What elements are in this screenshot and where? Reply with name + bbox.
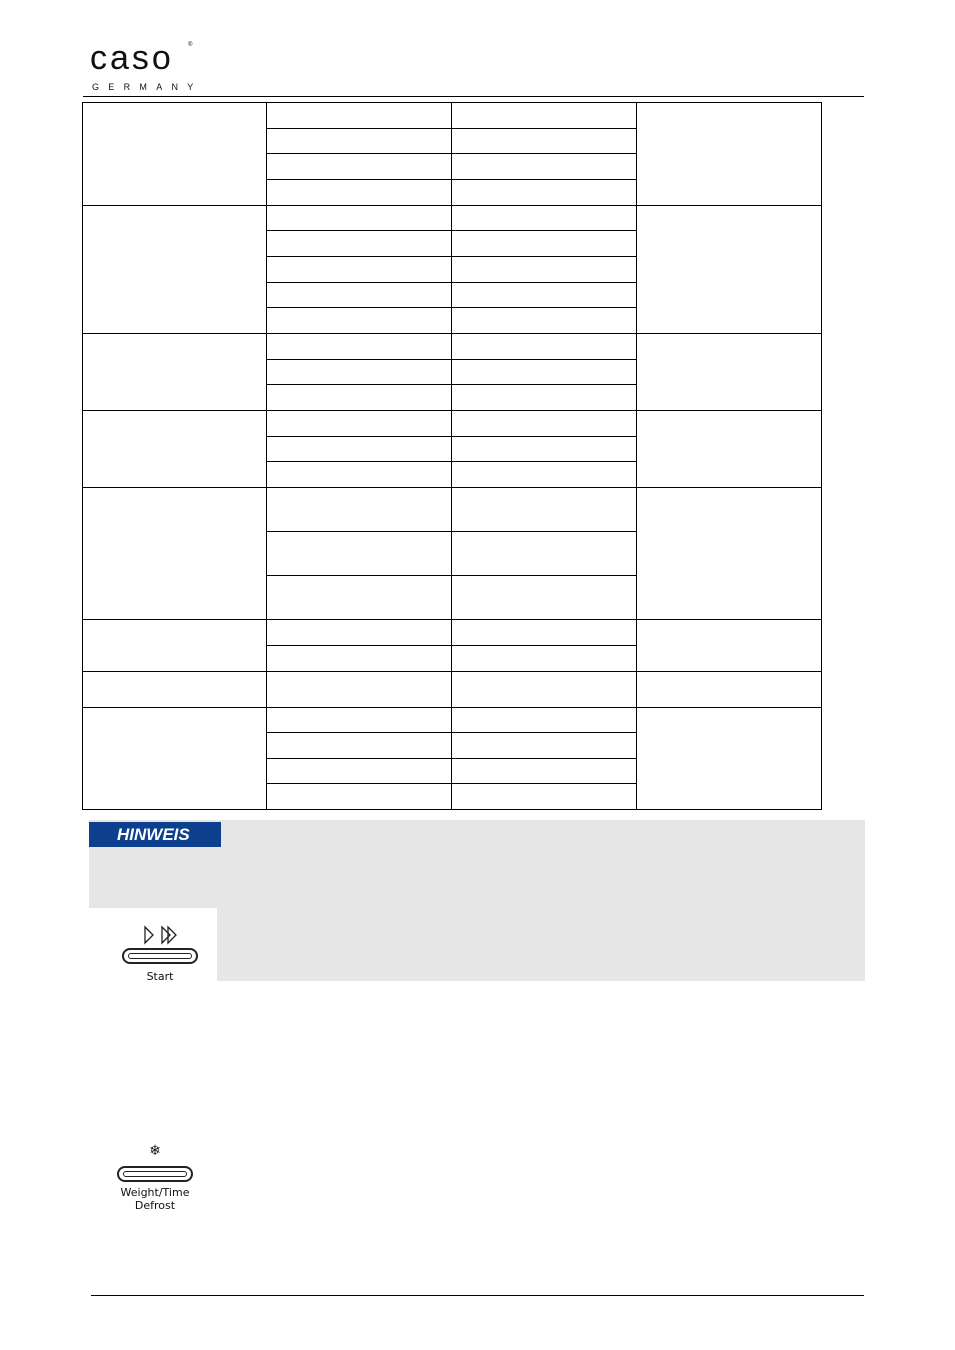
logo-subtitle: GERMANY	[92, 82, 203, 92]
table-cell	[83, 103, 267, 206]
table-cell	[452, 129, 637, 154]
table-row	[83, 206, 822, 231]
table-cell	[83, 488, 267, 620]
program-table	[82, 102, 822, 810]
table-cell	[637, 708, 822, 810]
defrost-button-shape	[117, 1166, 193, 1182]
table-row	[83, 411, 822, 437]
table-cell	[83, 206, 267, 334]
table-cell	[452, 488, 637, 532]
table-cell	[452, 462, 637, 488]
defrost-button-illustration	[112, 1142, 198, 1212]
table-cell	[452, 257, 637, 283]
table-cell	[83, 672, 267, 708]
table-cell	[637, 411, 822, 488]
table-cell	[637, 103, 822, 206]
table-cell	[267, 257, 452, 283]
snowflake-icon: ❄	[149, 1143, 161, 1159]
table-row	[83, 708, 822, 733]
table-cell	[267, 576, 452, 620]
table-row	[83, 334, 822, 360]
table-cell	[452, 231, 637, 257]
header-divider	[83, 96, 864, 97]
table-cell	[637, 334, 822, 411]
table-cell	[452, 180, 637, 206]
table-cell	[637, 620, 822, 672]
table-cell	[267, 708, 452, 733]
table-cell	[452, 620, 637, 646]
table-cell	[267, 784, 452, 810]
table-cell	[267, 759, 452, 784]
logo-wordmark: caso	[90, 39, 174, 77]
start-button-illustration	[117, 924, 203, 983]
table-cell	[452, 334, 637, 360]
brand-logo	[76, 32, 208, 96]
start-button-shape	[122, 948, 198, 964]
table-cell	[267, 672, 452, 708]
table-cell	[452, 646, 637, 672]
table-cell	[452, 385, 637, 411]
footer-divider	[91, 1295, 864, 1296]
table-cell	[83, 620, 267, 672]
table-cell	[267, 411, 452, 437]
table-cell	[637, 488, 822, 620]
table-cell	[267, 154, 452, 180]
table-cell	[267, 437, 452, 462]
table-row	[83, 488, 822, 532]
table-cell	[267, 180, 452, 206]
table-cell	[452, 532, 637, 576]
table-cell	[452, 283, 637, 308]
table-cell	[452, 206, 637, 231]
start-button-label: Start	[146, 970, 174, 983]
table-cell	[452, 411, 637, 437]
table-cell	[267, 206, 452, 231]
table-cell	[267, 334, 452, 360]
table-cell	[267, 488, 452, 532]
table-cell	[452, 708, 637, 733]
table-cell	[452, 308, 637, 334]
table-cell	[452, 672, 637, 708]
defrost-button-label-line2: Defrost	[134, 1199, 176, 1212]
table-cell	[452, 784, 637, 810]
table-cell	[267, 103, 452, 129]
table-cell	[267, 532, 452, 576]
table-cell	[452, 154, 637, 180]
table-cell	[83, 334, 267, 411]
table-cell	[267, 308, 452, 334]
table-cell	[452, 733, 637, 759]
table-cell	[267, 462, 452, 488]
table-cell	[452, 103, 637, 129]
table-cell	[637, 206, 822, 334]
table-cell	[267, 360, 452, 385]
table-row	[83, 620, 822, 646]
table-cell	[267, 646, 452, 672]
table-cell	[452, 360, 637, 385]
table-cell	[83, 708, 267, 810]
note-box	[89, 820, 865, 981]
table-cell	[452, 437, 637, 462]
table-cell	[452, 759, 637, 784]
table-cell	[637, 672, 822, 708]
table-cell	[267, 129, 452, 154]
table-cell	[267, 231, 452, 257]
play-fast-forward-icon	[117, 924, 203, 948]
table-row	[83, 103, 822, 129]
note-badge: HINWEIS	[89, 822, 221, 847]
table-cell	[267, 620, 452, 646]
table-cell	[267, 283, 452, 308]
table-cell	[267, 385, 452, 411]
table-cell	[452, 576, 637, 620]
table-cell	[83, 411, 267, 488]
table-cell	[267, 733, 452, 759]
defrost-button-label-line1: Weight/Time	[120, 1186, 190, 1199]
table-row	[83, 672, 822, 708]
logo-registered-mark: ®	[188, 42, 193, 48]
